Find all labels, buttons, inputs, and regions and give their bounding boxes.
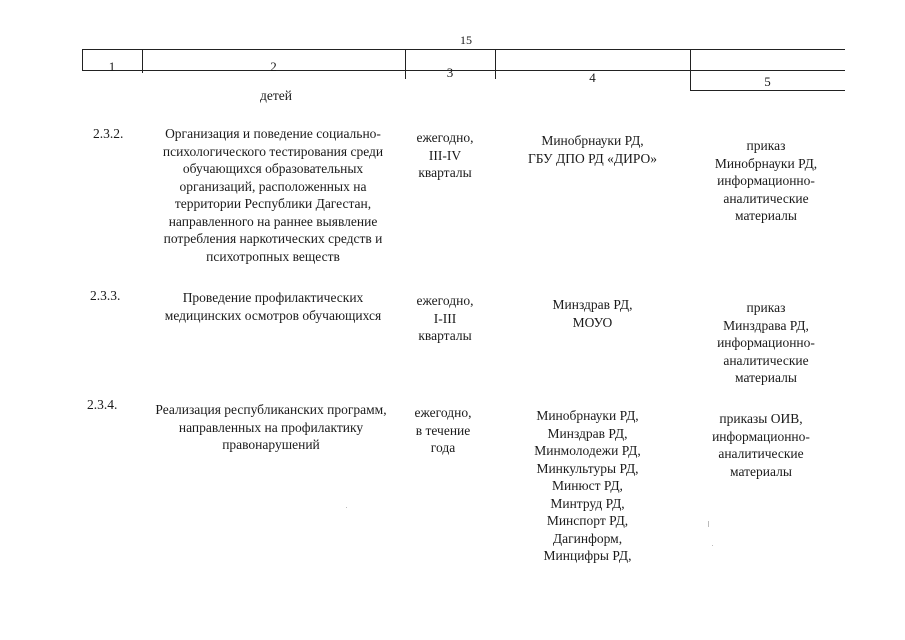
scan-speck bbox=[712, 545, 713, 546]
row-2-3-2-event bbox=[144, 125, 402, 265]
column-number-3: 3 bbox=[446, 65, 454, 80]
continuation-text: детей bbox=[260, 88, 292, 103]
deadline-line: в течение bbox=[415, 422, 471, 438]
result-line: приказ bbox=[746, 300, 786, 315]
executor-line: МОУО bbox=[572, 314, 613, 330]
result-line: Минобрнауки РД, bbox=[714, 155, 818, 171]
result-line: информационно- bbox=[717, 173, 815, 188]
row-2-3-4-result bbox=[685, 410, 837, 480]
executor-line: Дагинформ, bbox=[552, 530, 623, 546]
executor-line: Минобрнауки РД, bbox=[536, 408, 639, 423]
event-line: территории Республики Дагестан, bbox=[174, 196, 372, 211]
result-line: материалы bbox=[735, 370, 797, 385]
executor-line: Минздрав РД, bbox=[547, 425, 628, 441]
event-line: направленных на профилактику bbox=[178, 419, 364, 435]
column-number-2: 2 bbox=[270, 59, 277, 74]
event-line: обучающихся образовательных bbox=[182, 161, 364, 176]
row-2-3-4-event bbox=[140, 401, 402, 454]
executor-line: Минтруд РД, bbox=[550, 495, 625, 511]
row-2-3-3-deadline bbox=[405, 292, 485, 345]
deadline-line: кварталы bbox=[418, 165, 472, 180]
event-line: Организация и поведение социально- bbox=[165, 126, 381, 141]
row-number-2-3-2: 2.3.2. bbox=[93, 126, 124, 141]
result-line: информационно- bbox=[712, 428, 810, 444]
event-line: психотропных веществ bbox=[206, 248, 340, 264]
result-line: материалы bbox=[735, 208, 797, 223]
result-line: аналитические bbox=[718, 446, 804, 461]
executor-line: Минюст РД, bbox=[552, 478, 623, 493]
event-line: потребления наркотических средств и bbox=[163, 231, 383, 246]
row-number-2-3-3: 2.3.3. bbox=[90, 288, 121, 303]
executor-line: Минздрав РД, bbox=[552, 297, 633, 312]
deadline-line: ежегодно, bbox=[414, 405, 472, 420]
executor-line: Минкультуры РД, bbox=[536, 460, 639, 476]
page-number: 15 bbox=[460, 33, 472, 47]
deadline-line: года bbox=[430, 440, 456, 455]
header-top-border bbox=[82, 49, 845, 50]
result-line: материалы bbox=[730, 463, 792, 479]
column-number-1: 1 bbox=[108, 59, 116, 74]
row-2-3-3-executors bbox=[505, 296, 680, 331]
deadline-line: кварталы bbox=[418, 328, 472, 343]
result-line: аналитические bbox=[723, 190, 809, 206]
result-line: Минздрава РД, bbox=[723, 317, 809, 333]
executor-line: Минмолодежи РД, bbox=[534, 443, 641, 458]
event-line: правонарушений bbox=[222, 437, 320, 452]
row-2-3-3-result bbox=[690, 299, 842, 387]
result-line: приказ bbox=[746, 138, 786, 153]
event-line: Реализация республиканских программ, bbox=[155, 402, 387, 417]
column-number-4: 4 bbox=[589, 70, 596, 85]
executor-line: Минобрнауки РД, bbox=[541, 133, 644, 148]
row-number-2-3-4: 2.3.4. bbox=[87, 397, 118, 412]
row-2-3-3-event bbox=[144, 289, 402, 324]
row-2-3-4-deadline bbox=[403, 404, 483, 457]
row-2-3-2-deadline bbox=[405, 129, 485, 182]
deadline-line: I-III bbox=[433, 310, 457, 326]
event-line: медицинских осмотров обучающихся bbox=[164, 307, 382, 323]
row-2-3-4-executors bbox=[500, 407, 675, 565]
deadline-line: ежегодно, bbox=[416, 293, 474, 308]
row-2-3-2-executors bbox=[505, 132, 680, 167]
event-line: психологического тестирования среди bbox=[162, 143, 384, 159]
executor-line: ГБУ ДПО РД «ДИРО» bbox=[527, 150, 658, 166]
executor-line: Минцифры РД, bbox=[543, 548, 632, 563]
deadline-line: ежегодно, bbox=[416, 130, 474, 145]
row-2-3-2-result bbox=[690, 137, 842, 225]
result-line: информационно- bbox=[717, 335, 815, 350]
scan-speck bbox=[708, 521, 709, 527]
scan-speck bbox=[346, 507, 347, 508]
column-number-5: 5 bbox=[764, 74, 771, 89]
executor-line: Минспорт РД, bbox=[546, 513, 629, 528]
result-line: приказы ОИВ, bbox=[719, 411, 803, 426]
table-header-row bbox=[82, 49, 845, 91]
event-line: направленного на раннее выявление bbox=[168, 213, 378, 229]
deadline-line: III-IV bbox=[428, 147, 462, 163]
result-line: аналитические bbox=[723, 352, 809, 368]
event-line: организаций, расположенных на bbox=[179, 178, 367, 194]
event-line: Проведение профилактических bbox=[182, 290, 364, 305]
